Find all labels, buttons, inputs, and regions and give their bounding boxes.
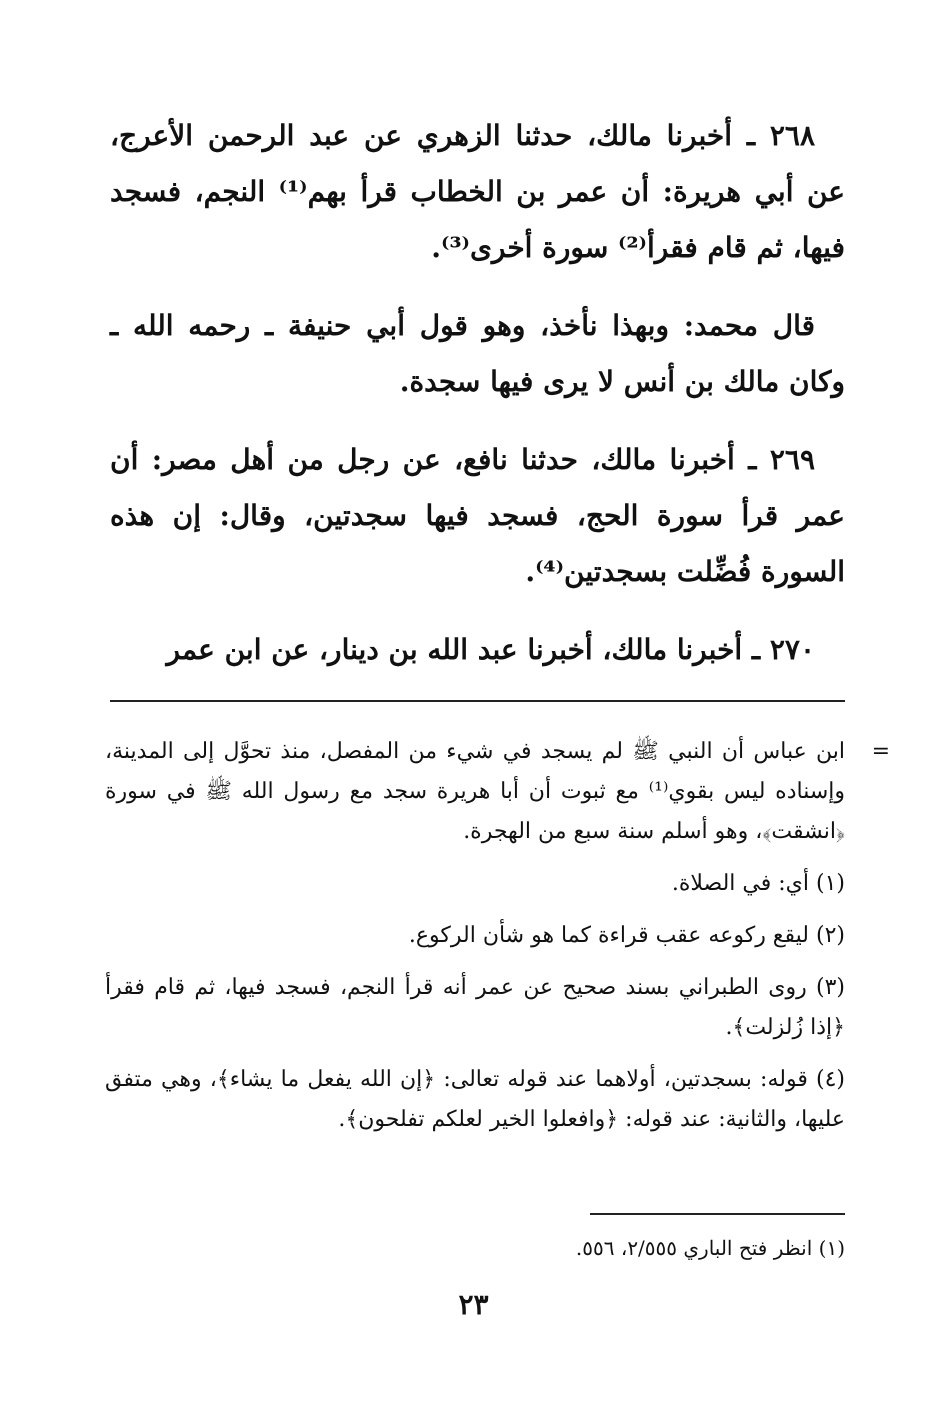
subnote-1: (١) انظر فتح الباري ٢/٥٥٥، ٥٥٦. (575, 1236, 845, 1260)
footnote-1: (١) أي: في الصلاة. (671, 871, 845, 896)
footnote-continuation (105, 732, 890, 852)
subnote-divider (590, 1213, 845, 1215)
subnotes (105, 1230, 845, 1266)
commentary-muhammad: قال محمد: وبهذا نأخذ، وهو قول أبي حنيفة ـ رحمه الله ـ وكان مالك بن أنس لا يرى فيها سجدة. (110, 309, 845, 398)
footnote-2: (٢) ليقع ركوعه عقب قراءة كما هو شأن الركوع. (408, 923, 845, 948)
continuation-mark: = (871, 739, 890, 764)
footnotes (105, 732, 890, 1152)
main-text (110, 108, 845, 700)
footnote-4: (٤) قوله: بسجدتين، أولاهما عند قوله تعالى: ﴿إن الله يفعل ما يشاء﴾، وهي متفق عليها، والثانية: عند قوله: ﴿وافعلوا الخير لعلكم تفلحون﴾. (105, 1067, 845, 1132)
hadith-268: ٢٦٨ ـ أخبرنا مالك، حدثنا الزهري عن عبد الرحمن الأعرج، عن أبي هريرة: أن عمر بن الخطاب قرأ بهم⁽¹⁾ النجم، فسجد فيها، ثم قام فقرأ⁽²⁾ سورة أخرى⁽³⁾. (110, 119, 846, 264)
footnote-divider (110, 700, 845, 702)
hadith-269: ٢٦٩ ـ أخبرنا مالك، حدثنا نافع، عن رجل من أهل مصر: أن عمر قرأ سورة الحج، فسجد فيها سجدتين، وقال: إن هذه السورة فُضِّلت بسجدتين⁽⁴⁾. (110, 443, 845, 588)
continuation-text: ابن عباس أن النبي ﷺ لم يسجد في شيء من المفصل، منذ تحوَّل إلى المدينة، وإسناده ليس بقوي⁽¹⁾ مع ثبوت أن أبا هريرة سجد مع رسول الله ﷺ في سورة ﴿انشقت﴾، وهو أسلم سنة سبع من الهجرة. (105, 739, 846, 844)
page-number: ٢٣ (458, 1288, 489, 1321)
footnote-3: (٣) روى الطبراني بسند صحيح عن عمر أنه قرأ النجم، فسجد فيها، ثم قام فقرأ ﴿إذا زُلزلت﴾. (105, 975, 845, 1040)
hadith-270: ٢٧٠ ـ أخبرنا مالك، أخبرنا عبد الله بن دينار، عن ابن عمر (166, 633, 815, 666)
